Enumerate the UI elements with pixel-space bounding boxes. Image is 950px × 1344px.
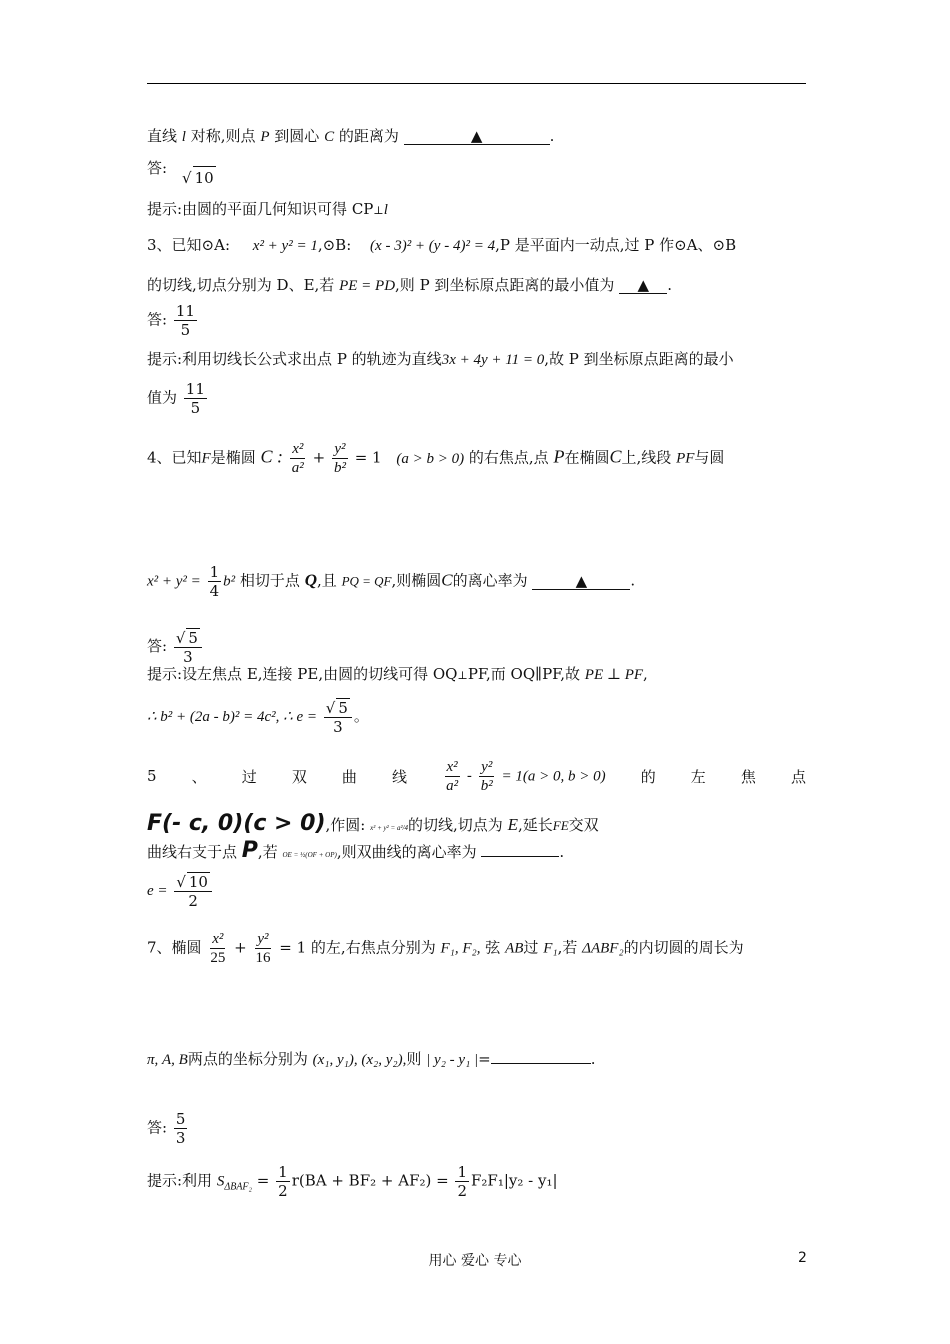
- triangle-icon: ▲: [637, 276, 649, 294]
- text: 的距离为: [338, 127, 399, 145]
- hint-3-line1: [147, 348, 734, 371]
- var-l: l: [383, 202, 388, 218]
- fraction: $\frac{1}{4}$: [209, 563, 220, 600]
- q5-line2: F(- c, 0)(c > 0),作圆: x² + y² = a²/4的切线,切点为 E,延长FE交双: [147, 811, 599, 836]
- text: 在椭圆: [564, 448, 610, 467]
- triangle-icon: ▲: [470, 127, 483, 145]
- footer-text: 用心 爱心 专心: [428, 1253, 522, 1269]
- fraction: $\frac{11}{5}$: [175, 302, 195, 339]
- vector-equation: PQ = QF: [341, 573, 392, 589]
- text: 是椭圆: [210, 448, 256, 467]
- triangle-icon: ▲: [575, 571, 588, 590]
- fraction: $\frac{\text{x²}}{\text{a²}}$: [291, 441, 304, 476]
- answer-3: [147, 302, 199, 339]
- text: 的切线,切点分别为 D、E,若: [147, 276, 335, 294]
- answer-blank: [619, 277, 667, 294]
- page-number: 2: [798, 1250, 807, 1266]
- equation-b: (x - 3)² + (y - 4)² = 4: [370, 238, 496, 254]
- text: 与圆: [694, 448, 725, 467]
- text: ,⊙B:: [317, 236, 352, 254]
- answer-blank: [481, 856, 559, 857]
- answer-2-value: √ 10: [182, 166, 216, 189]
- hint-4-line1: 提示:设左焦点 E,连接 PE,由圆的切线可得 OQ⊥PF,而 OQ∥PF,故 PE ⊥ PF,: [147, 665, 648, 683]
- answer-label: 答:: [147, 637, 168, 655]
- q7-line2: π, A, B两点的坐标分别为 (x₁, y₁), (x₂, y₂),则 | y₂ - y₁ |= .: [147, 1050, 596, 1068]
- hint-2: [147, 198, 388, 222]
- text: 3、已知⊙A:: [147, 236, 230, 254]
- answer-label: 答:: [147, 159, 168, 177]
- fraction: $\frac{\text{y²}}{\text{b²}}$: [333, 441, 346, 476]
- q7-line1: 7、椭圆 $\frac{\text{x²}}{25}$ + $\frac{\text{y²}}{16}$ = 1 的左,右焦点分别为 F₁, F₂, 弦 AB过 F₁,若 ΔABF₂的内切圆的周长为: [147, 931, 744, 966]
- q4-line1: 4、已知F是椭圆 C : $\frac{\text{x²}}{\text{a²}}$ + $\frac{\text{y²}}{\text{b²}}$ = 1 (a > b > 0) 的右焦点,点 P在椭圆C上,线段 PF与圆: [147, 441, 725, 476]
- text: 上,线段: [621, 448, 672, 467]
- answer-label: 答:: [147, 1118, 168, 1137]
- text: 提示:设左焦点 E,连接 PE,由圆的切线可得 OQ: [147, 665, 458, 683]
- q3-line2: [147, 274, 672, 297]
- equation-line: 3x + 4y + 11 = 0: [441, 352, 545, 368]
- text: ,则 P 到坐标原点距离的最小值为: [395, 276, 615, 294]
- text: 相切于点: [239, 571, 300, 590]
- fraction: $\frac{1}{2}$: [457, 1163, 468, 1200]
- text: ,P 是平面内一动点,过 P 作⊙A、⊙B: [495, 236, 737, 254]
- sqrt-value: 10: [193, 166, 216, 189]
- focus-point: F(- c, 0)(c > 0): [147, 811, 326, 836]
- hint-3-line2: [147, 380, 209, 417]
- text: 4、已知: [147, 448, 202, 467]
- q5-line3: 曲线右支于点 P,若 OE = ½(OF + OP),则双曲线的离心率为 .: [147, 838, 565, 863]
- text: .: [667, 276, 672, 294]
- q5-line1: 5 、 过 双 曲 线 $\frac{\text{x²}}{\text{a²}}$ - $\frac{\text{y²}}{\text{b²}}$ = 1(a > 0, b > 0) 的 左 焦 点: [147, 758, 806, 794]
- var-c: C: [324, 129, 335, 145]
- text: 的右焦点,点: [468, 448, 549, 467]
- text: 直线: [147, 127, 178, 145]
- fraction: $\frac{5}{3}$: [175, 1110, 186, 1147]
- text: 到圆心: [274, 127, 320, 145]
- text: PF,而 OQ∥PF,故: [467, 665, 580, 683]
- answer-blank: [491, 1063, 591, 1064]
- answer-2: [147, 157, 167, 179]
- fraction: $\frac{√ 5}{3}$: [174, 628, 202, 666]
- equation-a: x² + y² = 1: [252, 238, 318, 254]
- q3-line1: [147, 234, 736, 257]
- var-l: l: [181, 129, 186, 145]
- text: ,且: [317, 571, 337, 590]
- text: 的离心率为: [452, 571, 528, 590]
- equation-pe: PE = PD: [339, 278, 396, 294]
- header-rule: [147, 83, 806, 84]
- answer-4: [147, 628, 204, 666]
- text: 对称,则点: [190, 127, 256, 145]
- answer-blank: [532, 573, 630, 590]
- text: 提示:利用切线长公式求出点 P 的轨迹为直线: [147, 350, 442, 368]
- q2-tail-line: [147, 125, 554, 148]
- hint-7: 提示:利用 $S_{\Delta BAF_2}$ = $\frac{1}{2}$ r(BA + BF₂ + AF₂) = $\frac{1}{2}$ F₂F₁|y₂ - y₁|: [147, 1163, 558, 1200]
- hyperbola-equation: $\frac{\text{x²}}{\text{a²}}$ - $\frac{\text{y²}}{\text{b²}}$ = 1(a > 0, b > 0): [446, 758, 606, 794]
- fraction: $\frac{√ 5}{3}$: [324, 698, 352, 736]
- var-p: P: [260, 129, 270, 145]
- answer-label: 答:: [147, 310, 168, 329]
- answer-5: e = $\frac{√ 10}{2}$: [147, 872, 214, 910]
- fraction: $\frac{11}{5}$: [185, 380, 205, 417]
- text: 值为: [147, 388, 178, 407]
- fraction: $\frac{1}{2}$: [278, 1163, 288, 1200]
- text: .: [549, 127, 555, 145]
- hint-text: 提示:由圆的平面几何知识可得 CP: [147, 200, 374, 218]
- fraction: $\frac{\text{y²}}{16}$: [255, 931, 271, 966]
- answer-blank: [404, 128, 550, 145]
- text: ,故 P 到坐标原点距离的最小: [544, 350, 734, 368]
- hint-4-line2: ∴ b² + (2a - b)² = 4c², ∴ e = $\frac{√ 5}{3}$ 。: [147, 699, 369, 736]
- fraction: $\frac{√ 10}{2}$: [174, 872, 212, 910]
- answer-7: [147, 1110, 189, 1147]
- q4-line2: x² + y² = $\frac{1}{4}$ b² 相切于点 Q,且 PQ = QF,则椭圆C的离心率为 ▲ .: [147, 563, 636, 600]
- fraction: $\frac{\text{x²}}{25}$: [210, 931, 226, 966]
- perp-symbol: ⊥: [373, 204, 384, 217]
- text: ,则椭圆: [391, 571, 442, 590]
